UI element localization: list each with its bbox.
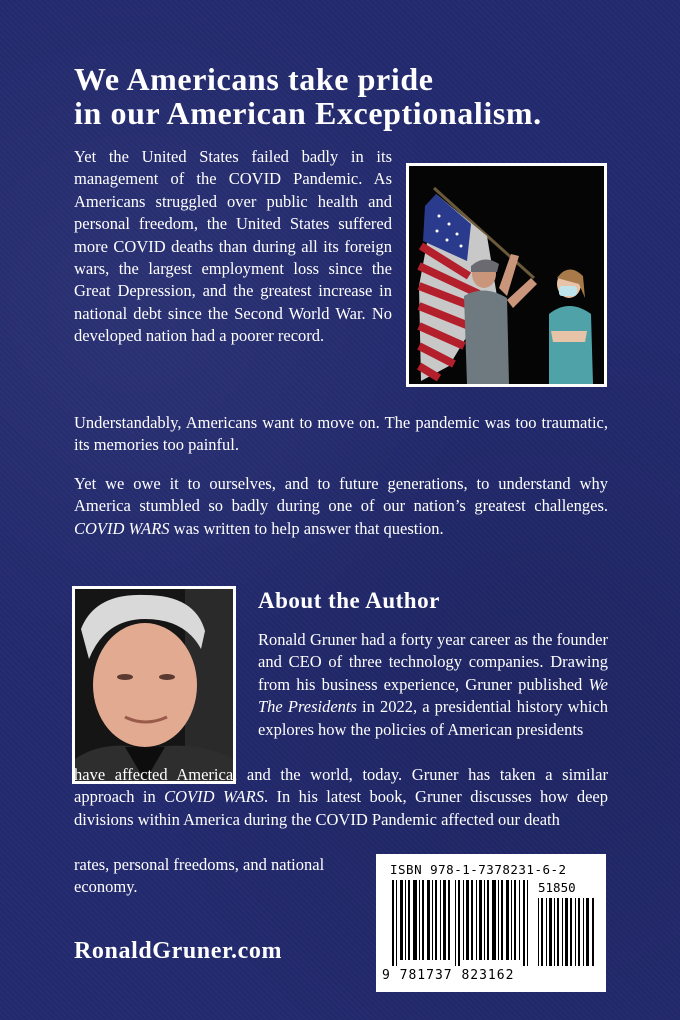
headline-line-2: in our American Exceptionalism. [74, 95, 542, 131]
book-title-covid-wars-2: COVID WARS [164, 787, 264, 807]
intro-paragraph: Yet the United States failed badly in its management of the COVID Pandemic. As Americans struggled over public health and personal freedom, the United States suffered more COVID deaths than during all its foreign wars, the largest employment loss since the Great Depression, and the greatest increase in national debt since the Second World War. No developed nation had a poorer record. [74, 147, 392, 346]
move-on-paragraph: Understandably, Americans want to move on. The pandemic was too traumatic, its memories too painful. [74, 413, 608, 455]
author-bio-part-2 [74, 764, 608, 831]
author-bio-part-1 [258, 629, 608, 741]
author-bio-part-3: rates, personal freedoms, and national economy. [74, 855, 325, 897]
flag-photo-illustration [409, 166, 604, 384]
addon-barcode-bars-icon [538, 898, 596, 966]
author-portrait-icon [75, 589, 233, 781]
isbn-barcode [376, 854, 606, 992]
book-title-we-the-presidents: We The Presidents [258, 674, 608, 717]
headline [74, 62, 634, 130]
headline-line-1: We Americans take pride [74, 61, 434, 97]
understand-text: Yet we owe it to ourselves, and to future generations, to understand why America stumbled so badly during one of our nation’s greatest challenges. [74, 474, 608, 516]
author-bio-text: Ronald Gruner had a forty year career as the founder and CEO of three technology companies. Drawing from his business experience, Gruner published [258, 630, 608, 694]
price-addon-code: 51850 [538, 880, 576, 895]
about-author-heading: About the Author [258, 588, 440, 613]
understand-text-end: was written to help answer that question. [169, 518, 444, 538]
understand-paragraph [74, 473, 608, 540]
ean-number: 9 781737 823162 [382, 968, 515, 983]
author-website[interactable]: RonaldGruner.com [74, 938, 283, 964]
author-bio-text-2: have affected America, and the world, today. Gruner has taken a similar approach in [74, 765, 608, 807]
author-bio-text-2-cont: . In his latest book, Gruner discusses how deep divisions within America during the COVID Pandemic affected our death [74, 787, 608, 829]
author-photo [72, 586, 236, 784]
author-bio-text-cont: in 2022, a presidential history which explores how the policies of American presidents [258, 697, 609, 739]
book-title-covid-wars: COVID WARS [74, 518, 170, 538]
ean-barcode-bars-icon [392, 880, 532, 966]
isbn-number: ISBN 978-1-7378231-6-2 [390, 862, 567, 877]
flag-and-nurse-photo [406, 163, 607, 387]
